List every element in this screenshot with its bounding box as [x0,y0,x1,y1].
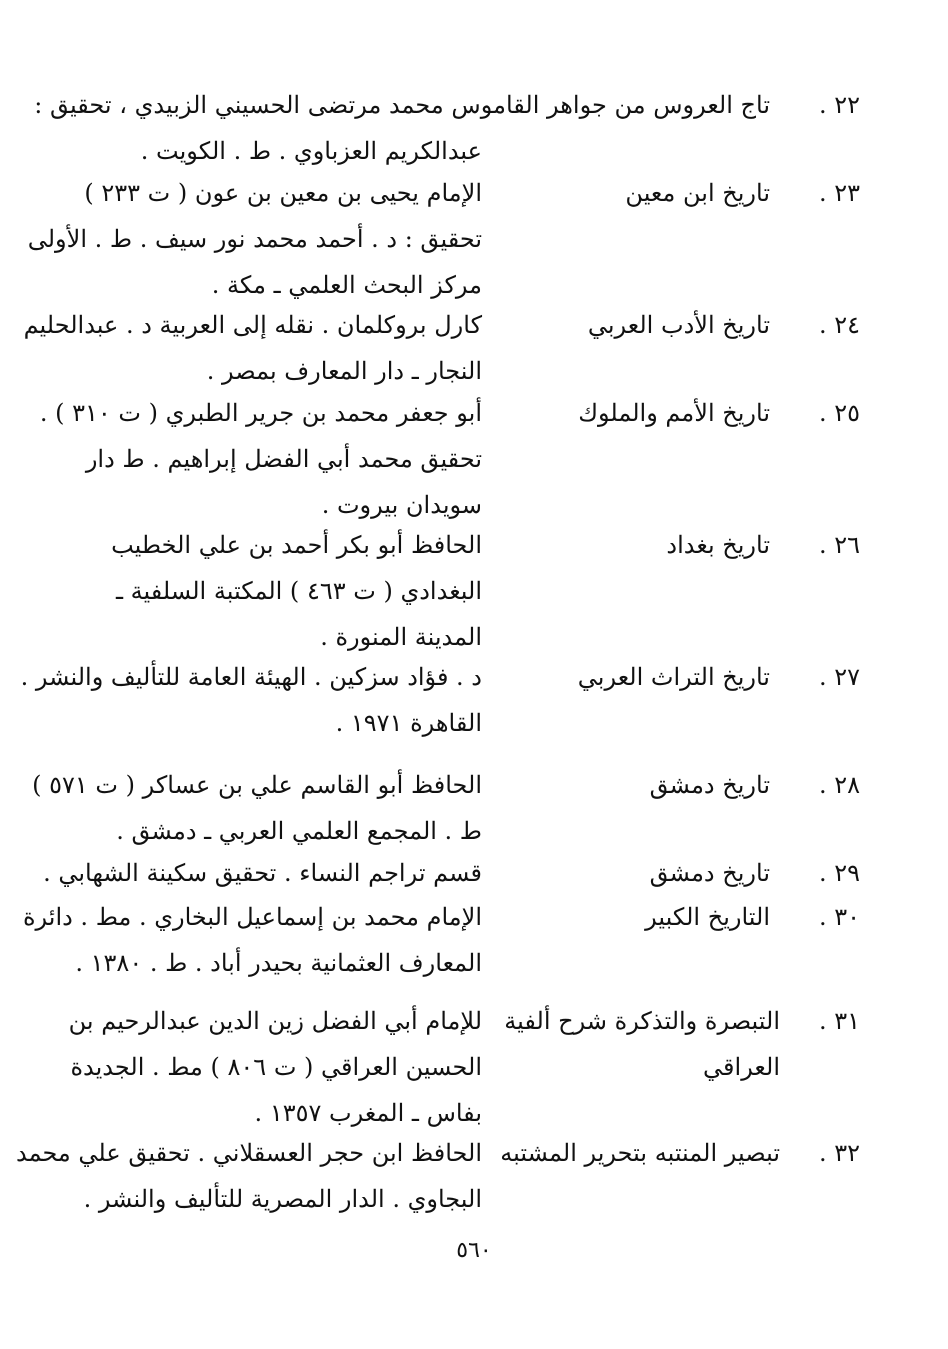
entry-description-line: الحافظ أبو القاسم علي بن عساكر ( ت ٥٧١ ) [32,771,482,799]
entry-description-line: كارل بروكلمان . نقله إلى العربية د . عبدالحليم [23,311,482,339]
entry-title: تبصير المنتبه بتحرير المشتبه [500,1139,780,1167]
entry-title: التاريخ الكبير [645,903,770,931]
entry-description [22,894,482,986]
entry-description-line: الحافظ أبو بكر أحمد بن علي الخطيب [111,531,482,559]
entry-description-line: أبو جعفر محمد بن جرير الطبري ( ت ٣١٠ ) . [39,399,482,427]
entry-number: ٢٥ . [818,399,860,427]
entry-description-line: المعارف العثمانية بحيدر أباد . ط . ١٣٨٠ . [75,949,482,977]
entry-description-line: ط . المجمع العلمي العربي ـ دمشق . [116,817,482,845]
entry-description-line: البجاوي . الدار المصرية للتأليف والنشر . [83,1185,482,1213]
entry-description-line: بفاس ـ المغرب ١٣٥٧ . [254,1099,482,1127]
entry-description-line: الحسين العراقي ( ت ٨٠٦ ) مط . الجديدة [70,1053,482,1081]
entry-number: ٢٢ . [818,91,860,119]
entry-text-line: عبدالكريم العزباوي . ط . الكويت . [140,137,482,165]
entry-number: ٢٩ . [818,859,860,887]
entry-title: تاريخ الأمم والملوك [578,399,770,427]
entry-number: ٢٣ . [818,179,860,207]
entry-description [70,998,482,1136]
entry-description-line: المدينة المنورة . [320,623,482,651]
entry-description-line: قسم تراجم النساء . تحقيق سكينة الشهابي . [43,859,482,887]
entry-description [43,850,482,896]
entry-number: ٢٨ . [818,771,860,799]
entry-description [39,390,482,528]
entry-description-line: تحقيق : د . أحمد محمد نور سيف . ط . الأولى [27,225,482,253]
entry-number: ٢٧ . [818,663,860,691]
entry-description [15,1130,482,1222]
entry-description [32,762,482,854]
entry-title: تاريخ الأدب العربي [587,311,770,339]
entry-description-line: للإمام أبي الفضل زين الدين عبدالرحيم بن [68,1007,482,1035]
entry-title: تاريخ دمشق [649,771,770,799]
entry-number: ٢٦ . [818,531,860,559]
entry-title: تاريخ ابن معين [625,179,770,207]
entry-description-line: القاهرة ١٩٧١ . [335,709,482,737]
entry-number: ٣٠ . [818,903,860,931]
entry-title: تاريخ بغداد [666,531,770,559]
entry-description-line: الإمام محمد بن إسماعيل البخاري . مط . دائرة [22,903,482,931]
entry-description [23,302,482,394]
entry-description [27,170,482,308]
entry-description [70,522,482,660]
entry-title: التبصرة والتذكرة شرح ألفية العراقي [504,1007,780,1081]
entry-description-line: الإمام يحيى بن معين بن عون ( ت ٢٣٣ ) [84,179,482,207]
entry-title: تاريخ التراث العربي [577,663,770,691]
entry-number: ٣٢ . [818,1139,860,1167]
entry-description-line: النجار ـ دار المعارف بمصر . [206,357,482,385]
entry-description-line: سويدان بيروت . [321,491,482,519]
entry-description-line: تحقيق محمد أبي الفضل إبراهيم . ط دار [85,445,482,473]
entry-number: ٣١ . [818,1007,860,1035]
page-number: ٥٦٠ [456,1238,492,1263]
entry-description-line: مركز البحث العلمي ـ مكة . [211,271,482,299]
entry-description-line: الحافظ ابن حجر العسقلاني . تحقيق علي محمد [15,1139,482,1167]
entry-number: ٢٤ . [818,311,860,339]
entry-title: تاريخ دمشق [649,859,770,887]
entry-description-line: د . فؤاد سزكين . الهيئة العامة للتأليف والنشر . [20,663,482,691]
entry-description [20,654,482,746]
entry-text-line: تاج العروس من جواهر القاموس محمد مرتضى الحسيني الزبيدي ، تحقيق : [34,91,770,119]
entry-description-line: البغدادي ( ت ٤٦٣ ) المكتبة السلفية ـ [115,577,482,605]
